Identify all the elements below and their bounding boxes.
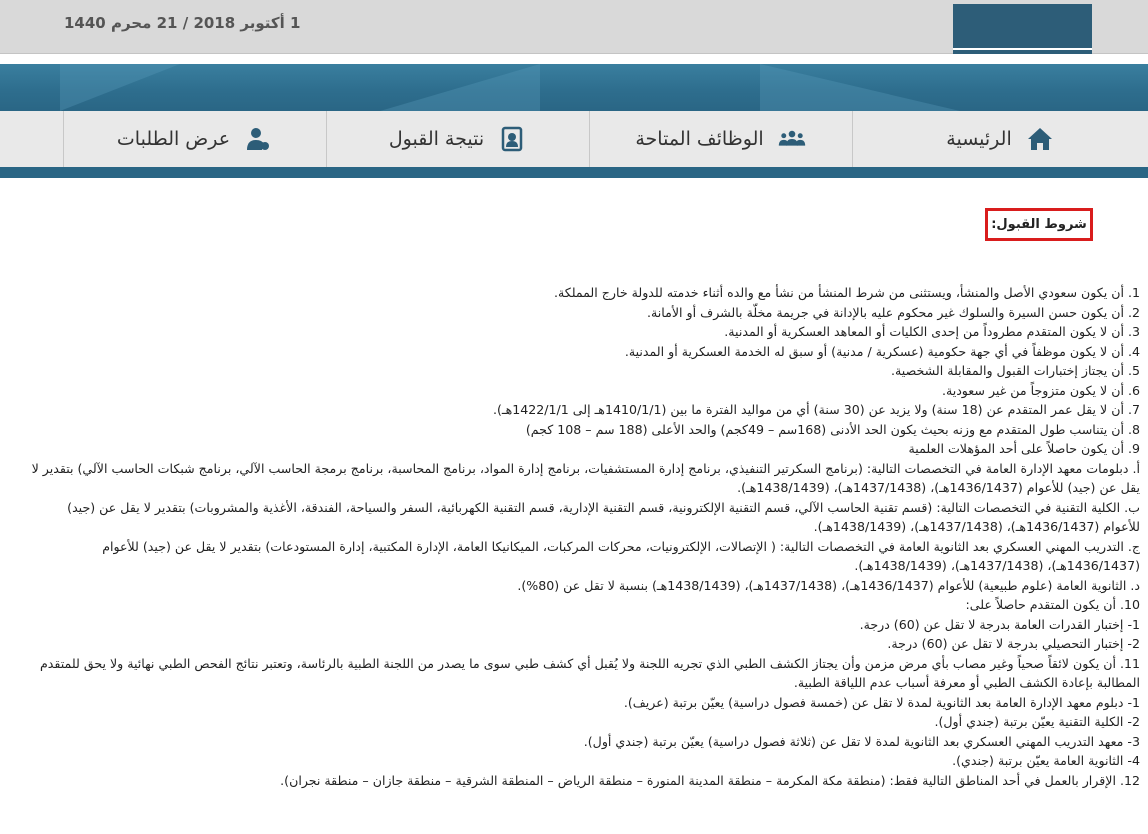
nav-divider [63, 111, 64, 167]
list-item: أ. دبلومات معهد الإدارة العامة في التخصصات التالية: (برنامج السكرتير التنفيذي، برنامج إدارة المستشفيات، برنامج إدارة المواد، برنامج المحاسبة، برنامج برمجة الحاسب الآلي، برنامج شبكات الحاسب الآلي) بتقدير لا يقل عن (جيد) للأعوام (1436/1437هـ)، (1437/1438هـ)، (1438/1439هـ). [31, 460, 1140, 495]
banner-shape [60, 64, 180, 111]
list-item: 1. أن يكون سعودي الأصل والمنشأ، ويستثنى من شرط المنشأ من نشأ مع والده أثناء خدمته للدولة خارج المملكة. [553, 285, 1140, 300]
main-content [0, 178, 1148, 834]
conditions-title: شروط القبول: [985, 208, 1093, 241]
list-item: 5. أن يجتاز إختبارات القبول والمقابلة الشخصية. [891, 363, 1140, 378]
home-icon [1026, 125, 1054, 153]
list-item: 12. الإقرار بالعمل في أحد المناطق التالية فقط: (منطقة مكة المكرمة – منطقة المدينة المنورة – منطقة الرياض – المنطقة الشرقية – منطقة جازان – منطقة نجران). [280, 772, 1140, 788]
decorative-banner [0, 64, 1148, 111]
header-date: 1 أكتوبر 2018 / 21 محرم 1440 [64, 14, 301, 32]
list-item: ج. التدريب المهني العسكري بعد الثانوية العامة في التخصصات التالية: ( الإتصالات، الإلكترونيات، محركات المركبات، الميكانيكا العامة، الإدارة المكتبية، إدارة المستودعات) بتقدير لا يقل عن (جيد) للأعوام (1436/1437هـ)، (1437/1438هـ)، (1438/1439هـ). [102, 538, 1140, 573]
nav-view-requests-label: عرض الطلبات [116, 128, 231, 150]
list-item: 7. أن لا يقل عمر المتقدم عن (18 سنة) ولا يزيد عن (30 سنة) أي من مواليد الفترة ما بين (1410/1/1هـ إلى 1422/1/1هـ). [492, 402, 1140, 417]
list-item: 4. أن لا يكون موظفاً في أي جهة حكومية (عسكرية / مدنية) أو سبق له الخدمة العسكرية أو المدنية. [624, 343, 1140, 359]
main-nav [0, 111, 1148, 178]
top-bar [0, 0, 1148, 54]
list-item: 4- الثانوية العامة يعيّن برتبة (جندي). [952, 753, 1140, 768]
nav-acceptance-result[interactable] [326, 111, 590, 167]
list-item: 3. أن لا يكون المتقدم مطروداً من إحدى الكليات أو المعاهد العسكرية أو المدنية. [724, 324, 1140, 339]
list-item: 2- الكلية التقنية يعيّن برتبة (جندي أول). [934, 714, 1140, 729]
nav-home-label: الرئيسية [946, 128, 1012, 150]
nav-available-jobs[interactable] [589, 111, 853, 167]
list-item: 10. أن يكون المتقدم حاصلاً على: [965, 597, 1140, 612]
site-logo[interactable] [953, 4, 1092, 54]
conditions-list [28, 283, 1140, 790]
nav-home[interactable] [852, 111, 1148, 167]
list-item: د. الثانوية العامة (علوم طبيعية) للأعوام (1436/1437هـ)، (1437/1438هـ)، (1438/1439هـ) بنسبة لا تقل عن (80%). [517, 577, 1140, 593]
list-item: 6. أن لا يكون متزوجاً من غير سعودية. [941, 382, 1140, 398]
nav-available-jobs-label: الوظائف المتاحة [635, 128, 764, 150]
list-item: ب. الكلية التقنية في التخصصات التالية: (قسم تقنية الحاسب الآلي، قسم التقنية الإلكترونية، قسم التقنية الإدارية، قسم التقنية الكهربائية، السفر والسياحة، الفندقة، الأغذية والمشروبات) بتقدير لا يقل عن (جيد) للأعوام (1436/1437هـ)، (1437/1438هـ)، (1438/1439هـ). [67, 499, 1140, 534]
list-item: 9. أن يكون حاصلاً على أحد المؤهلات العلمية [908, 441, 1140, 456]
nav-acceptance-result-label: نتيجة القبول [388, 128, 485, 150]
result-icon [498, 125, 526, 153]
banner-shape [760, 64, 960, 111]
list-item: 11. أن يكون لائقاً صحياً وغير مصاب بأي مرض مزمن وأن يجتاز الكشف الطبي الذي تجريه اللجنة ولا يُقبل أي كشف طبي سوى ما يصدر من اللجنة الطبية بالرئاسة، وتعتبر نتائج الفحص الطبي نهائية ولا يحق للمتقدم المطالبة بإعادة الكشف الطبي أو معرفة أسباب عدم اللياقة الطبية. [39, 655, 1140, 690]
people-icon [778, 125, 806, 153]
list-item: 8. أن يتناسب طول المتقدم مع وزنه بحيث يكون الحد الأدنى (168سم – 49كجم) والحد الأعلى (188 سم – 108 كجم) [525, 421, 1140, 437]
list-item: 3- معهد التدريب المهني العسكري بعد الثانوية لمدة لا تقل عن (ثلاثة فصول دراسية) يعيّن برتبة (جندي أول). [583, 733, 1140, 749]
user-requests-icon [244, 125, 272, 153]
list-item: 1- إختبار القدرات العامة بدرجة لا تقل عن (60) درجة. [859, 616, 1140, 632]
list-item: 2- إختبار التحصيلي بدرجة لا تقل عن (60) درجة. [887, 636, 1140, 651]
list-item: 1- دبلوم معهد الإدارة العامة بعد الثانوية لمدة لا تقل عن (خمسة فصول دراسية) يعيّن برتبة (عريف). [623, 694, 1140, 710]
banner-shape [380, 64, 540, 111]
list-item: 2. أن يكون حسن السيرة والسلوك غير محكوم عليه بالإدانة في جريمة مخلّة بالشرف أو الأمانة. [647, 304, 1140, 320]
nav-view-requests[interactable] [63, 111, 327, 167]
